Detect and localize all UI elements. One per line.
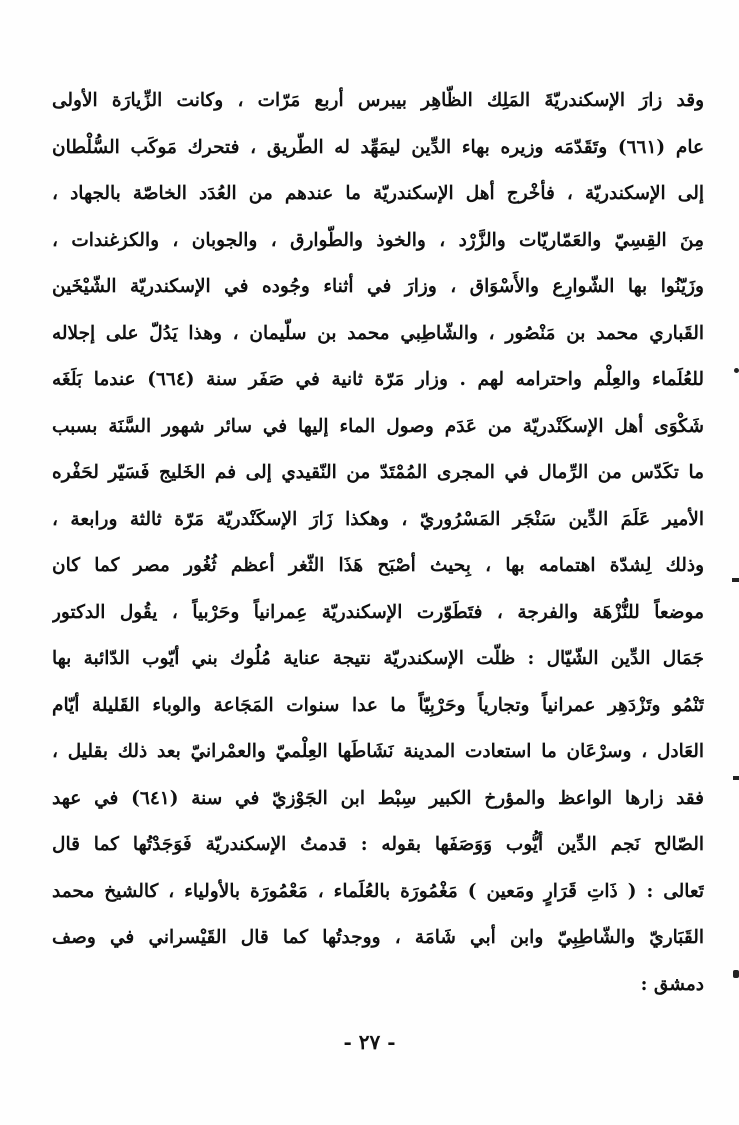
text-line-7: للعُلَماء والعِلْم واحترامه لهم . وزار مَرّة ثانية في صَفَر سنة (٦٦٤) عندما بَلَغَه	[52, 369, 704, 390]
text-line-12: موضعاً للنُّزْهَة والفرجة ، فتَطَوّرت الإسكندريّة عِمرانياً وحَرْبياً ، يقُول الدكتور	[52, 601, 704, 623]
text-line-6: القَباري محمد بن مَنْصُور ، والشّاطِبي محمد بن سلّيمان ، وهذا يَدُلّ على إجلاله	[52, 322, 704, 344]
text-line-10: الأمير عَلَمَ الدِّين سَنْجَر المَسْرُوريّ ، وهكذا زَارَ الإسكَنْدريّة مَرّة ثالثة ورابعة ،	[52, 508, 704, 530]
body-text	[52, 78, 704, 1008]
scan-mark	[734, 368, 739, 373]
text-line-15: العَادل ، وسرْعَان ما استعادت المدينة نَشَاطَها العِلْميّ والعمْرانيّ بعد ذلك بقليل ،	[52, 741, 704, 762]
text-line-11: وذلك لِشدّة اهتمامه بها ، بِحيث أصْبَح هَذَا الثّغر أعظم ثُغُور مصر كما كان	[52, 555, 704, 576]
text-line-13: جَمَال الدِّين الشّيّال : ظلّت الإسكندريّة نتيجة عناية مُلُوك بني أيّوب الدّائبة بها	[52, 648, 704, 669]
text-line-9: ما تكَدّس من الرِّمال في المجرى المُمْتَدّ من النّقيدي إلى فم الخَليج فَسَيّر لحَفْره	[52, 462, 704, 483]
text-line-17: الصّالح نَجم الدِّين أيُّوب وَوَصَفَها بقوله : قدمتُ الإسكندريّة فَوَجَدْتُها كما قال	[52, 834, 704, 855]
text-line-19: القَبَاريّ والشّاطِبِيّ وابن أبي شَامَة ، ووجدتُها كما قال القَيْسراني في وصف	[52, 927, 704, 948]
text-line-16: فقد زارها الواعظ والمؤرخ الكبير سِبْط ابن الجَوْزيّ في سنة (٦٤١) في عهد	[52, 787, 704, 809]
text-line-3: إلى الإسكندريّة ، فأخْرج أهل الإسكندريّة ما عندهم من العُدَد الخاصّة بالجهاد ،	[52, 183, 704, 204]
text-line-20: دمشق :	[640, 973, 704, 995]
text-line-2: عام (٦٦١) وتَقَدّمَه وزيره بهاء الدِّين ليمَهِّد له الطّريق ، فتحرك مَوكَب السُّلْطان	[52, 136, 704, 158]
text-line-4: مِنَ القِسِيّ والعَمّاريّات والزَّرْد ، والخوذ والطّوارق ، والجوبان ، والكزغندات ،	[52, 229, 704, 251]
text-line-5: وزَيّنُوا بها الشّوارِع والأَسْوَاق ، وزارَ في أثناء وجُوده في الإسكندريّة الشّيْخَين	[52, 276, 704, 297]
scan-mark	[732, 578, 739, 582]
text-line-14: تَنْمُو وتَزْدَهِر عمرانياً وتجارياً وحَرْبِيّاً ما عدا سنوات المَجَاعة والوباء القَليلة أيّام	[52, 694, 704, 716]
scan-mark	[733, 776, 739, 780]
text-line-8: شَكْوَى أهل الإسكَنْدريّة من عَدَم وصول الماء إليها في سائر شهور السَّنَة بسبب	[52, 415, 704, 437]
page-number: - ٢٧ -	[343, 1030, 396, 1054]
scan-mark	[733, 970, 739, 978]
text-line-1: وقد زارَ الإسكندريّةَ المَلِك الظّاهِر بيبرس أربع مَرّات ، وكانت الزِّيارَة الأولى	[52, 90, 704, 111]
text-line-18: تَعالى : ( ذَاتِ قَرَارٍ ومَعين ) مَغْمُورَة بالعُلَماء ، مَعْمُورَة بالأولياء ، كالشيخ محمد	[52, 880, 704, 902]
